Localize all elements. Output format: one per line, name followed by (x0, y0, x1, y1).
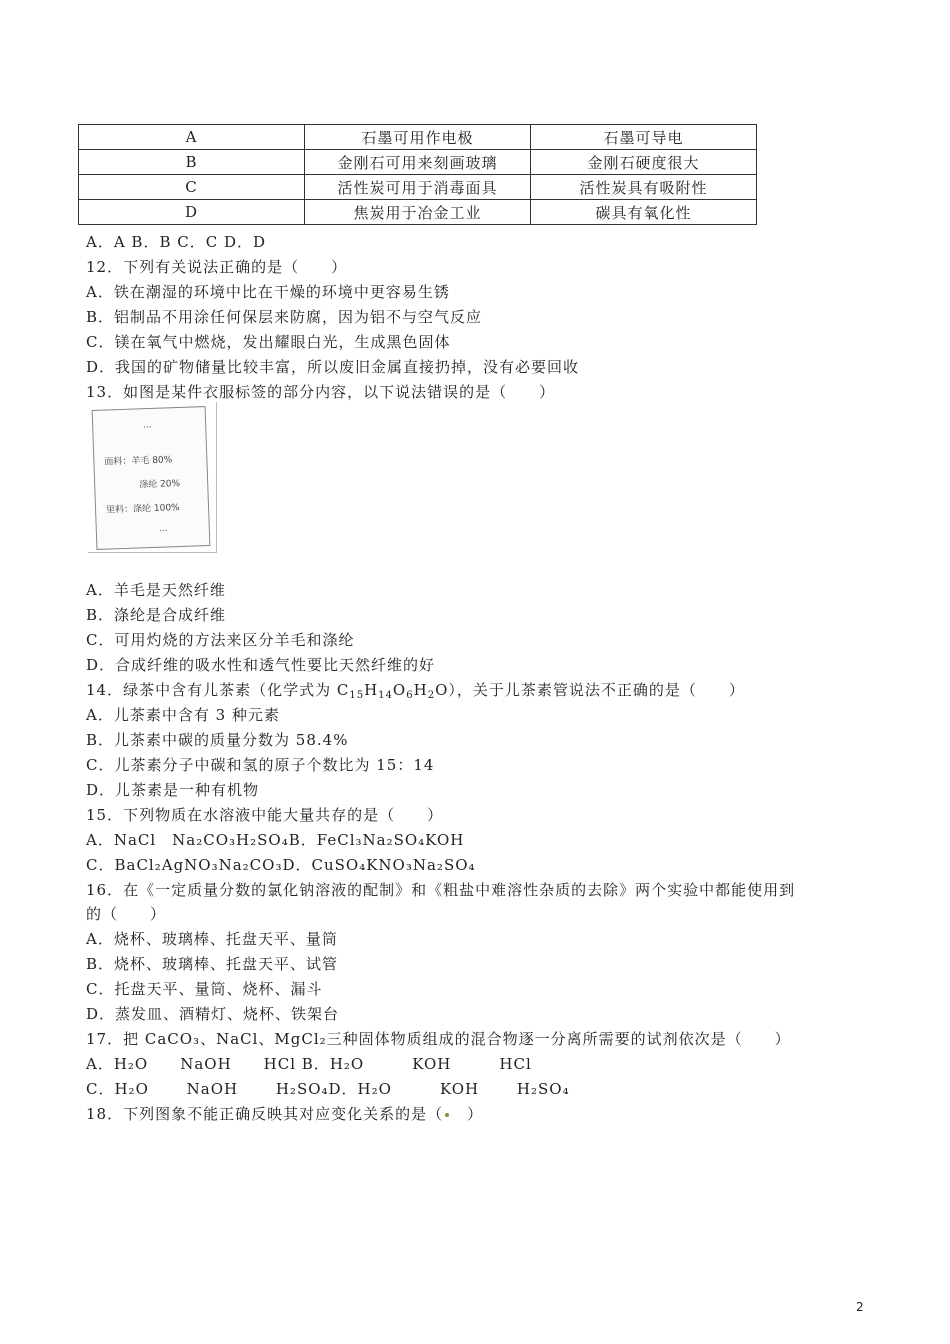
q14-stem (86, 680, 745, 700)
q14-o-close: O） (435, 681, 457, 699)
label-line-2: 涤纶 20% (139, 478, 181, 491)
q12-stem: 12．下列有关说法正确的是（ ） (86, 258, 348, 276)
q12-option-d: D．我国的矿物储量比较丰富，所以废旧金属直接扔掉，没有必要回收 (86, 358, 580, 376)
q14-stem-post: ，关于儿茶素管说法不正确的是（ ） (456, 681, 745, 699)
q16-stem-line-2: 的（ ） (86, 905, 167, 923)
table-row (79, 125, 757, 150)
q11-answers: A．A B．B C．C D．D (86, 233, 267, 251)
table-cell: 活性炭可用于消毒面具 (305, 175, 531, 200)
q14-sub-6: 6 (406, 690, 414, 701)
q18-stem-post: ） (451, 1105, 484, 1123)
table-cell: 石墨可用作电极 (305, 125, 531, 150)
q17-stem: 17．把 CaCO₃、NaCl、MgCl₂三种固体物质组成的混合物逐一分离所需要的试剂依次是（ ） (86, 1030, 791, 1048)
table-cell: 活性炭具有吸附性 (531, 175, 757, 200)
table-cell: A (79, 125, 305, 150)
q12-option-c: C．镁在氧气中燃烧，发出耀眼白光，生成黑色固体 (86, 333, 451, 351)
q15-options-ab: A．NaCl Na₂CO₃H₂SO₄B．FeCl₃Na₂SO₄KOH (86, 831, 465, 849)
table-cell: C (79, 175, 305, 200)
q14-h2: H (413, 681, 428, 699)
table-row (79, 175, 757, 200)
q17-options-cd: C．H₂O NaOH H₂SO₄D．H₂O KOH H₂SO₄ (86, 1080, 570, 1098)
q14-h: H (364, 681, 379, 699)
table-cell: 金刚石可用来刻画玻璃 (305, 150, 531, 175)
q16-option-c: C．托盘天平、量筒、烧杯、漏斗 (86, 980, 323, 998)
q13-stem: 13．如图是某件衣服标签的部分内容，以下说法错误的是（ ） (86, 383, 556, 401)
q14-option-b: B．儿茶素中碳的质量分数为 58.4% (86, 731, 349, 749)
q12-option-b: B．铝制品不用涂任何保层来防腐，因为铝不与空气反应 (86, 308, 483, 326)
q14-sub-2: 2 (427, 690, 436, 701)
table-cell: 焦炭用于冶金工业 (305, 200, 531, 225)
table-cell: 金刚石硬度很大 (531, 150, 757, 175)
label-dots-bottom: ··· (158, 526, 168, 537)
q15-stem: 15．下列物质在水溶液中能大量共存的是（ ） (86, 806, 444, 824)
table-cell: 石墨可导电 (531, 125, 757, 150)
q13-option-a: A．羊毛是天然纤维 (86, 581, 226, 599)
label-line-1: 面料：羊毛 80% (104, 455, 173, 468)
q13-option-d: D．合成纤维的吸水性和透气性要比天然纤维的好 (86, 656, 436, 674)
q14-stem-pre: 14．绿茶中含有儿茶素（化学式为 C (86, 681, 350, 699)
q14-option-d: D．儿茶素是一种有机物 (86, 781, 260, 799)
q14-sub-15: 15 (349, 690, 365, 701)
q13-option-b: B．涤纶是合成纤维 (86, 606, 227, 624)
q16-stem-line-1: 16．在《一定质量分数的氯化钠溶液的配制》和《粗盐中难溶性杂质的去除》两个实验中都能使用到 (86, 881, 796, 899)
q18-stem (86, 1104, 483, 1124)
label-line-3: 里料：涤纶 100% (105, 503, 180, 516)
table-row (79, 200, 757, 225)
table-cell: 碳具有氧化性 (531, 200, 757, 225)
table-cell: B (79, 150, 305, 175)
page-number: 2 (856, 1300, 864, 1314)
clothing-label-image (88, 402, 216, 552)
label-paper (92, 406, 211, 550)
options-table (78, 124, 757, 225)
q12-option-a: A．铁在潮湿的环境中比在干燥的环境中更容易生锈 (86, 283, 450, 301)
table-cell: D (79, 200, 305, 225)
q16-option-b: B．烧杯、玻璃棒、托盘天平、试管 (86, 955, 339, 973)
q14-option-a: A．儿茶素中含有 3 种元素 (86, 706, 280, 724)
label-dots-top: ··· (143, 422, 153, 434)
green-dot-mark (445, 1113, 449, 1117)
q18-stem-pre: 18．下列图象不能正确反映其对应变化关系的是（ (86, 1105, 444, 1123)
q16-option-d: D．蒸发皿、酒精灯、烧杯、铁架台 (86, 1005, 340, 1023)
q13-option-c: C．可用灼烧的方法来区分羊毛和涤纶 (86, 631, 355, 649)
q16-option-a: A．烧杯、玻璃棒、托盘天平、量筒 (86, 930, 338, 948)
q14-o: O (392, 681, 407, 699)
q15-options-cd: C．BaCl₂AgNO₃Na₂CO₃D．CuSO₄KNO₃Na₂SO₄ (86, 856, 476, 874)
q14-sub-14: 14 (378, 690, 393, 701)
q14-option-c: C．儿茶素分子中碳和氢的原子个数比为 15：14 (86, 756, 435, 774)
q17-options-ab: A．H₂O NaOH HCl B．H₂O KOH HCl (86, 1055, 532, 1073)
table-row (79, 150, 757, 175)
